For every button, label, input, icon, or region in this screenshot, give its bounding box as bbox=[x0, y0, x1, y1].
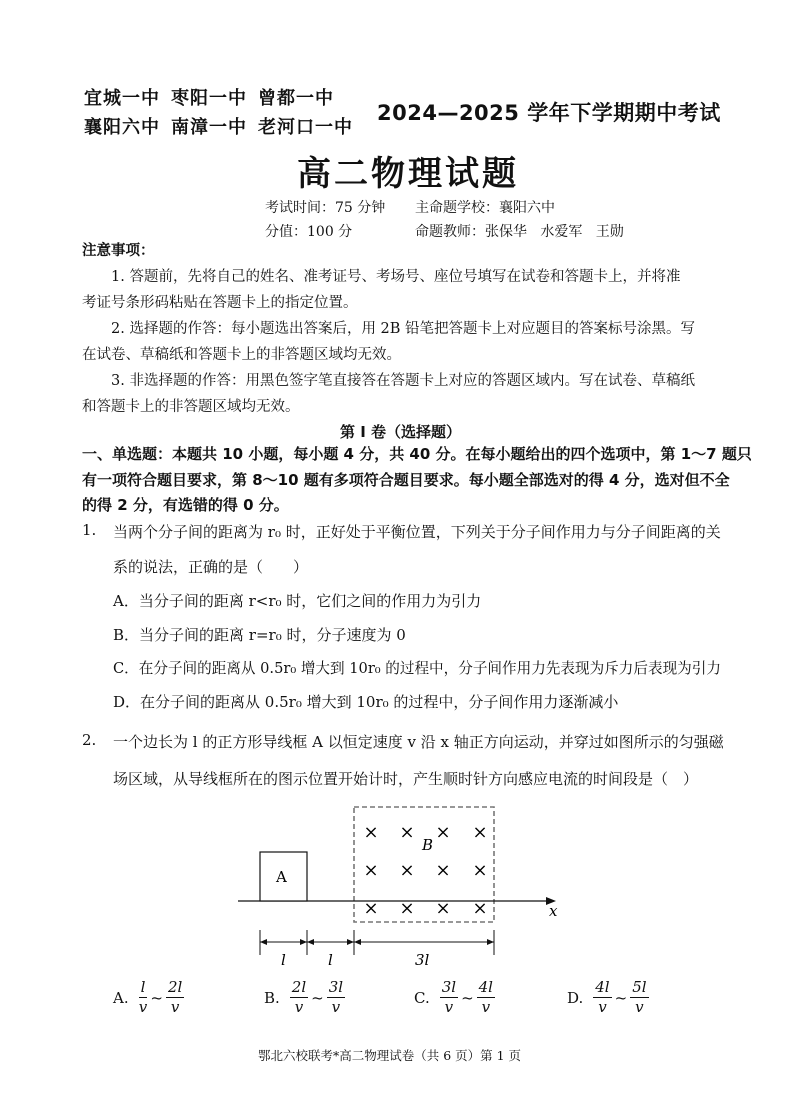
part-title: 第 I 卷（选择题） bbox=[340, 423, 462, 441]
question-1-stem-2: 系的说法，正确的是（ ） bbox=[113, 558, 309, 576]
numerator: 2l bbox=[291, 978, 307, 996]
section-line: 一、单选题：本题共 10 小题，每小题 4 分，共 40 分。在每小题给出的四个选项中，第 1～7 题只 bbox=[82, 445, 752, 463]
exam-title: 2024—2025 学年下学期期中考试 bbox=[377, 101, 721, 125]
question-2-option-c bbox=[414, 978, 495, 1017]
notice-title: 注意事项： bbox=[82, 243, 155, 259]
notice-item-1a: 1. 答题前，先将自己的姓名、准考证号、考场号、座位号填写在试卷和答题卡上，并将准 bbox=[111, 269, 681, 285]
school-name: 南漳一中 bbox=[171, 117, 247, 138]
exam-teachers: 命题教师：张保华 水爱军 王勋 bbox=[415, 224, 624, 240]
schools-row-1 bbox=[84, 84, 345, 110]
school-name: 老河口一中 bbox=[258, 117, 353, 138]
fraction bbox=[593, 978, 611, 1017]
question-1-option-b: B．当分子间的距离 r=r₀ 时，分子速度为 0 bbox=[113, 626, 406, 644]
range-sign: ~ bbox=[311, 988, 324, 1007]
numerator: 4l bbox=[478, 978, 493, 996]
notice-item-3a: 3. 非选择题的作答：用黑色签字笔直接答在答题卡上对应的答题区域内。写在试卷、草稿纸 bbox=[111, 373, 695, 389]
field-cross: × bbox=[472, 898, 488, 919]
dimension-label: l bbox=[281, 951, 286, 969]
option-label: D. bbox=[567, 988, 584, 1007]
field-cross: × bbox=[399, 822, 415, 843]
dimension-lines bbox=[260, 930, 494, 955]
field-cross: × bbox=[363, 860, 379, 881]
numerator: 3l bbox=[328, 978, 344, 996]
range-sign: ~ bbox=[150, 988, 163, 1007]
exam-meta-row-1 bbox=[265, 197, 555, 217]
question-1-option-c: C．在分子间的距离从 0.5r₀ 增大到 10r₀ 的过程中，分子间作用力先表现为斥力后表现为引力 bbox=[113, 660, 721, 677]
section-line: 有一项符合题目要求，第 8～10 题有多项符合题目要求。每小题全部选对的得 4 分，选对但不全 bbox=[82, 470, 730, 489]
denominator: v bbox=[170, 998, 180, 1016]
question-1-stem-1: 当两个分子间的距离为 r₀ 时，正好处于平衡位置，下列关于分子间作用力与分子间距离的关 bbox=[113, 523, 721, 541]
question-2-option-b bbox=[264, 978, 345, 1017]
dimension-label: l bbox=[328, 951, 333, 969]
section-line: 的得 2 分，有选错的得 0 分。 bbox=[82, 496, 289, 514]
field-cross: × bbox=[472, 822, 488, 843]
denominator: v bbox=[138, 998, 148, 1016]
question-1-option-d: D．在分子间的距离从 0.5r₀ 增大到 10r₀ 的过程中，分子间作用力逐渐减小 bbox=[113, 693, 619, 711]
question-1-option-a: A．当分子间的距离 r<r₀ 时，它们之间的作用力为引力 bbox=[113, 592, 482, 610]
option-label: A. bbox=[113, 988, 129, 1007]
field-cross: × bbox=[472, 860, 488, 881]
question-1-number: 1. bbox=[82, 521, 97, 539]
denominator: v bbox=[481, 998, 491, 1016]
range-sign: ~ bbox=[614, 988, 628, 1007]
school-name: 襄阳六中 bbox=[84, 117, 160, 138]
field-cross: × bbox=[399, 860, 415, 881]
school-name: 枣阳一中 bbox=[171, 88, 247, 109]
field-cross: × bbox=[435, 898, 451, 919]
notice-item-2a: 2. 选择题的作答：每小题选出答案后，用 2B 铅笔把答题卡上对应题目的答案标号涂黑。写 bbox=[111, 321, 696, 337]
denominator: v bbox=[635, 998, 644, 1016]
field-cross: × bbox=[399, 898, 415, 919]
numerator: l bbox=[140, 978, 146, 996]
fraction bbox=[477, 978, 495, 1017]
magnetic-field-figure bbox=[230, 805, 580, 975]
denominator: v bbox=[294, 998, 304, 1016]
field-cross: × bbox=[435, 822, 451, 843]
numerator: 4l bbox=[595, 978, 610, 996]
field-cross: × bbox=[435, 860, 451, 881]
numerator: 3l bbox=[441, 978, 457, 996]
exam-time: 考试时间：75 分钟 bbox=[265, 200, 386, 216]
option-label: C. bbox=[414, 988, 430, 1007]
numerator: 2l bbox=[168, 978, 183, 996]
numerator: 5l bbox=[632, 978, 647, 996]
question-2-option-a bbox=[113, 978, 184, 1017]
x-axis-label: x bbox=[549, 902, 558, 920]
field-cross: × bbox=[363, 898, 379, 919]
fraction bbox=[139, 978, 148, 1017]
exam-score: 分值：100 分 bbox=[265, 224, 353, 240]
range-sign: ~ bbox=[461, 988, 474, 1007]
page-footer: 鄂北六校联考*高二物理试卷（共 6 页）第 1 页 bbox=[258, 1048, 522, 1063]
question-2-number: 2. bbox=[82, 731, 97, 749]
fraction bbox=[290, 978, 308, 1017]
section-instructions bbox=[82, 442, 752, 519]
field-label: B bbox=[422, 836, 434, 854]
lead-school: 主命题学校：襄阳六中 bbox=[415, 200, 555, 216]
field-cross: × bbox=[363, 822, 379, 843]
notice-item-2b: 在试卷、草稿纸和答题卡上的非答题区域均无效。 bbox=[82, 347, 401, 363]
question-2-stem-2: 场区域，从导线框所在的图示位置开始计时，产生顺时针方向感应电流的时间段是（ ） bbox=[113, 770, 699, 788]
question-2-stem-1: 一个边长为 l 的正方形导线框 A 以恒定速度 v 沿 x 轴正方向运动，并穿过如图所示的匀强磁 bbox=[113, 733, 724, 751]
notice-block bbox=[82, 238, 722, 420]
fraction bbox=[327, 978, 345, 1017]
schools-row-2 bbox=[84, 113, 353, 139]
denominator: v bbox=[331, 998, 341, 1016]
school-name: 曾都一中 bbox=[258, 88, 334, 109]
fraction bbox=[440, 978, 458, 1017]
dimension-label: 3l bbox=[415, 951, 430, 969]
question-2-option-d bbox=[567, 978, 649, 1017]
denominator: v bbox=[598, 998, 607, 1016]
denominator: v bbox=[444, 998, 454, 1016]
fraction bbox=[166, 978, 184, 1017]
option-label: B. bbox=[264, 988, 280, 1007]
frame-label: A bbox=[276, 868, 287, 886]
notice-item-1b: 考证号条形码粘贴在答题卡上的指定位置。 bbox=[82, 295, 358, 311]
fraction bbox=[630, 978, 648, 1017]
notice-item-3b: 和答题卡上的非答题区域均无效。 bbox=[82, 399, 300, 415]
school-name: 宜城一中 bbox=[84, 88, 160, 109]
page-title: 高二物理试题 bbox=[297, 154, 519, 194]
